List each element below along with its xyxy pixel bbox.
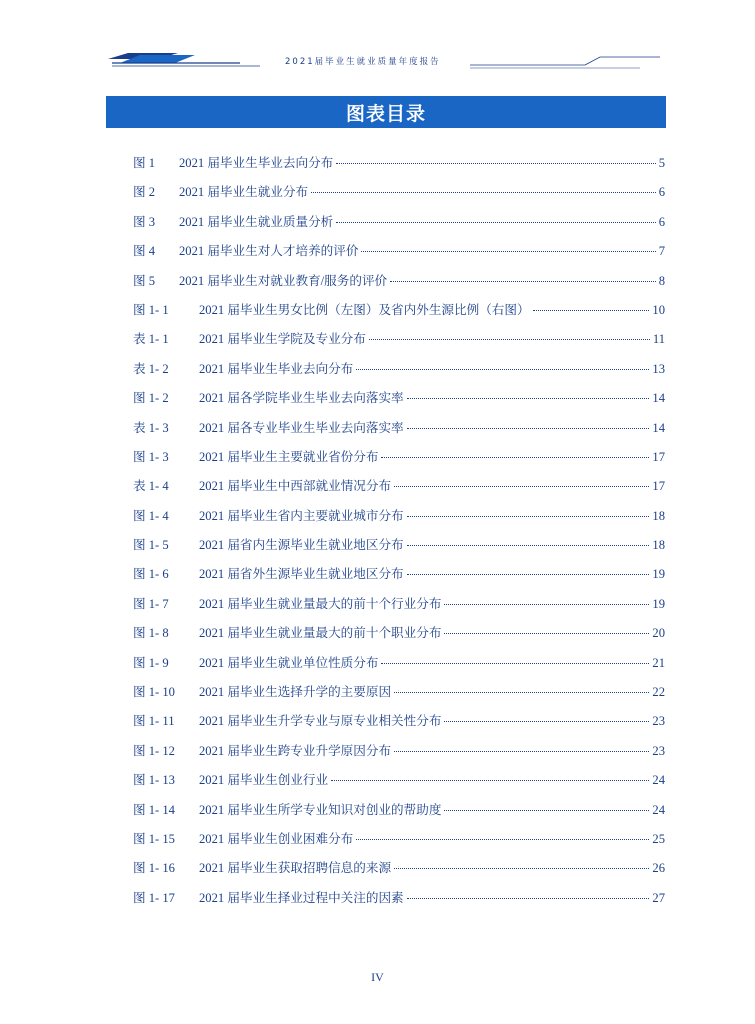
toc-entry-label: 图 1- 16 — [133, 861, 175, 876]
dot-leader — [394, 692, 649, 693]
dot-leader — [407, 516, 650, 517]
toc-entry-title: 2021 届各学院毕业生毕业去向落实率 — [199, 391, 404, 406]
dot-leader — [361, 251, 655, 252]
toc-entry-title: 2021 届毕业生毕业去向分布 — [199, 361, 354, 376]
toc-entry-label: 图 1- 12 — [133, 743, 175, 758]
toc-entry-label: 图 3 — [133, 214, 156, 229]
toc-entry[interactable] — [133, 593, 665, 622]
dot-leader — [369, 339, 650, 340]
toc-entry[interactable] — [133, 417, 665, 446]
toc-entry-label: 图 1- 15 — [133, 831, 175, 846]
dot-leader — [444, 721, 649, 722]
dot-leader — [407, 545, 650, 546]
running-header — [0, 50, 755, 72]
dot-leader — [336, 163, 655, 164]
toc-entry[interactable] — [133, 622, 665, 651]
toc-entry-page: 18 — [652, 508, 665, 523]
toc-entry[interactable] — [133, 299, 665, 328]
dot-leader — [407, 398, 650, 399]
dot-leader — [407, 574, 650, 575]
toc-entry[interactable] — [133, 681, 665, 710]
dot-leader — [533, 310, 650, 311]
toc-entry-label: 图 1- 11 — [133, 714, 175, 729]
toc-entry-page: 19 — [652, 567, 665, 582]
toc-entry-label: 图 4 — [133, 244, 156, 259]
toc-entry-title: 2021 届毕业生获取招聘信息的来源 — [199, 861, 392, 876]
toc-entry-page: 21 — [652, 655, 665, 670]
dot-leader — [331, 780, 649, 781]
toc-entry-title: 2021 届毕业生对人才培养的评价 — [179, 244, 359, 259]
toc-entry-label: 表 1- 2 — [133, 361, 169, 376]
toc-entry-page: 8 — [658, 273, 665, 288]
toc-entry-title: 2021 届毕业生对就业教育/服务的评价 — [179, 273, 388, 288]
toc-entry-page: 13 — [652, 361, 665, 376]
toc-entry[interactable] — [133, 211, 665, 240]
toc-entry-label: 图 2 — [133, 185, 156, 200]
dot-leader — [394, 751, 649, 752]
dot-leader — [444, 810, 649, 811]
toc-entry-page: 18 — [652, 538, 665, 553]
toc-entry-page: 14 — [652, 420, 665, 435]
toc-entry-title: 2021 届毕业生就业分布 — [179, 185, 309, 200]
toc-entry-title: 2021 届毕业生就业单位性质分布 — [199, 655, 379, 670]
toc-entry[interactable] — [133, 710, 665, 739]
toc-entry-title: 2021 届毕业生就业量最大的前十个行业分布 — [199, 596, 442, 611]
toc-entry[interactable] — [133, 534, 665, 563]
toc-entry-page: 6 — [658, 185, 665, 200]
toc-entry-label: 表 1- 3 — [133, 420, 169, 435]
toc-entry[interactable] — [133, 387, 665, 416]
toc-entry-title: 2021 届毕业生主要就业省份分布 — [199, 449, 379, 464]
toc-entry-page: 24 — [652, 773, 665, 788]
dot-leader — [356, 839, 649, 840]
dot-leader — [444, 633, 649, 634]
toc-entry-page: 27 — [652, 890, 665, 905]
toc-entry-title: 2021 届毕业生所学专业知识对创业的帮助度 — [199, 802, 442, 817]
toc-entry-page: 11 — [652, 332, 665, 347]
toc-entry[interactable] — [133, 857, 665, 886]
toc-entry-label: 图 1 — [133, 156, 156, 170]
toc-entry[interactable] — [133, 799, 665, 828]
toc-entry-page: 19 — [652, 596, 665, 611]
dot-leader — [407, 428, 650, 429]
toc-entry[interactable] — [133, 270, 665, 299]
toc-entry[interactable] — [133, 769, 665, 798]
toc-entry-label: 图 1- 4 — [133, 508, 169, 523]
toc-entry-title: 2021 届毕业生省内主要就业城市分布 — [199, 508, 404, 523]
toc-entry-page: 23 — [652, 743, 665, 758]
toc-entry-page: 14 — [652, 391, 665, 406]
toc-entry[interactable] — [133, 328, 665, 357]
toc-entry[interactable] — [133, 828, 665, 857]
toc-entry-title: 2021 届毕业生创业行业 — [199, 773, 329, 788]
toc-entry-title: 2021 届毕业生中西部就业情况分布 — [199, 479, 392, 494]
toc-entry-title: 2021 届毕业生就业质量分析 — [179, 214, 334, 229]
dot-leader — [394, 486, 649, 487]
toc-entry[interactable] — [133, 652, 665, 681]
page-number: IV — [371, 970, 384, 984]
toc-entry[interactable] — [133, 887, 665, 916]
dot-leader — [394, 868, 649, 869]
toc-entry-label: 表 1- 1 — [133, 332, 169, 347]
toc-entry-page: 23 — [652, 714, 665, 729]
toc-entry-page: 6 — [658, 214, 665, 229]
table-of-figures — [133, 152, 665, 916]
toc-entry-title: 2021 届省外生源毕业生就业地区分布 — [199, 567, 404, 582]
toc-entry-title: 2021 届毕业生择业过程中关注的因素 — [199, 890, 404, 905]
toc-entry[interactable] — [133, 181, 665, 210]
dot-leader — [311, 192, 656, 193]
toc-entry-label: 图 1- 3 — [133, 449, 169, 464]
toc-entry-title: 2021 届毕业生男女比例（左图）及省内外生源比例（右图） — [199, 302, 530, 317]
dot-leader — [381, 457, 649, 458]
toc-entry-label: 图 1- 9 — [133, 655, 169, 670]
toc-entry-label: 图 1- 13 — [133, 773, 175, 788]
toc-entry-label: 图 1- 10 — [133, 685, 175, 700]
toc-entry-label: 图 1- 8 — [133, 626, 169, 641]
toc-entry-page: 26 — [652, 861, 665, 876]
toc-entry-page: 5 — [658, 156, 665, 170]
toc-entry[interactable] — [133, 505, 665, 534]
toc-entry-page: 17 — [652, 479, 665, 494]
toc-entry[interactable] — [133, 358, 665, 387]
banner-title: 图表目录 — [345, 102, 426, 125]
toc-entry-page: 24 — [652, 802, 665, 817]
toc-entry-label: 图 1- 6 — [133, 567, 169, 582]
dot-leader — [390, 281, 656, 282]
dot-leader — [381, 663, 649, 664]
toc-entry-title: 2021 届毕业生跨专业升学原因分布 — [199, 743, 392, 758]
dot-leader — [407, 898, 650, 899]
toc-entry-label: 图 5 — [133, 273, 156, 288]
section-banner — [106, 96, 666, 128]
toc-entry[interactable] — [133, 446, 665, 475]
toc-entry-title: 2021 届毕业生选择升学的主要原因 — [199, 685, 392, 700]
toc-entry-title: 2021 届毕业生升学专业与原专业相关性分布 — [199, 714, 442, 729]
toc-entry[interactable] — [133, 563, 665, 592]
toc-entry-title: 2021 届各专业毕业生毕业去向落实率 — [199, 420, 404, 435]
toc-entry-label: 图 1- 5 — [133, 538, 169, 553]
toc-entry-page: 10 — [652, 302, 665, 317]
dot-leader — [336, 222, 655, 223]
toc-entry-label: 表 1- 4 — [133, 479, 169, 494]
toc-entry[interactable] — [133, 152, 665, 181]
toc-entry-label: 图 1- 14 — [133, 802, 175, 817]
toc-entry-title: 2021 届毕业生就业量最大的前十个职业分布 — [199, 626, 442, 641]
toc-entry-page: 25 — [652, 831, 665, 846]
dot-leader — [356, 369, 649, 370]
dot-leader — [444, 604, 649, 605]
toc-entry-page: 22 — [652, 685, 665, 700]
toc-entry-page: 7 — [658, 244, 665, 259]
toc-entry[interactable] — [133, 240, 665, 269]
toc-entry-title: 2021 届毕业生学院及专业分布 — [199, 332, 366, 347]
header-title: 2021届毕业生就业质量年度报告 — [285, 57, 441, 67]
toc-entry-title: 2021 届省内生源毕业生就业地区分布 — [199, 538, 404, 553]
toc-entry[interactable] — [133, 740, 665, 769]
toc-entry-title: 2021 届毕业生毕业去向分布 — [179, 156, 334, 170]
toc-entry-label: 图 1- 17 — [133, 890, 175, 905]
toc-entry-page: 20 — [652, 626, 665, 641]
toc-entry-label: 图 1- 1 — [133, 302, 169, 317]
toc-entry[interactable] — [133, 475, 665, 504]
toc-entry-title: 2021 届毕业生创业困难分布 — [199, 831, 354, 846]
toc-entry-page: 17 — [652, 449, 665, 464]
toc-entry-label: 图 1- 7 — [133, 596, 169, 611]
toc-entry-label: 图 1- 2 — [133, 391, 169, 406]
